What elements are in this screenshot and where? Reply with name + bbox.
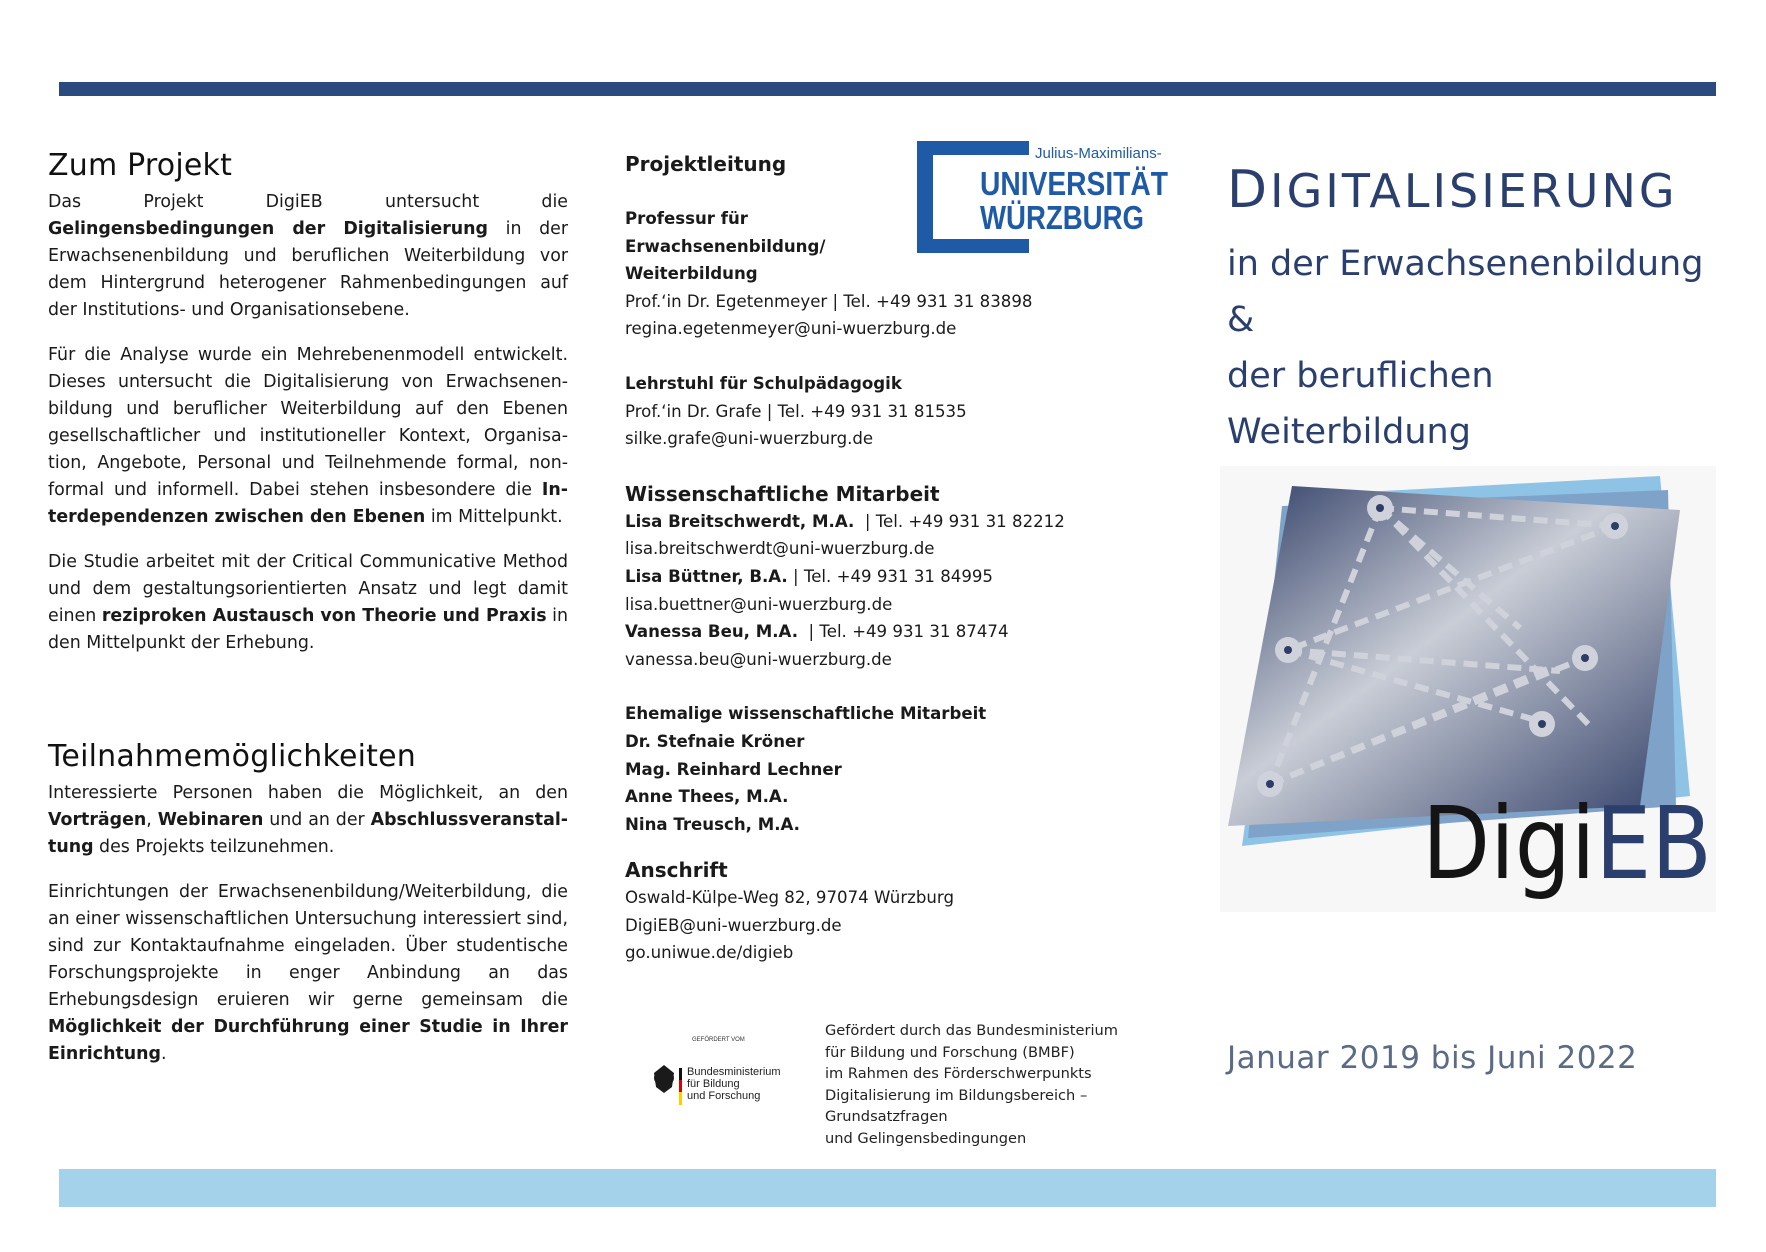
body-text: in der Erwachsenenbildung und beruflichen Weiterbildung vor dem Hintergrund heterogener Rahmenbedingungen auf der Institutions- und Organisationsebene. [48, 219, 568, 320]
body-text: Interessierte Personen haben die Möglichkeit, an den [48, 783, 568, 803]
address-email[interactable]: DigiEB@uni-wuerzburg.de [625, 915, 842, 935]
subtitle-line: in der Erwachsenenbildung & [1227, 244, 1704, 340]
former-member: Anne Thees, M.A. [625, 787, 789, 807]
bmbf-label: GEFÖRDERT VOM [692, 1037, 745, 1043]
paragraph [48, 780, 568, 861]
paragraph [48, 549, 568, 657]
address-web[interactable]: go.uniwue.de/digieb [625, 943, 794, 963]
prof2-contact: Prof.‘in Dr. Grafe | Tel. +49 931 31 81535 [625, 401, 967, 421]
staff-name: Lisa Büttner, B.A. [625, 566, 788, 586]
emphasis-text: Interdependenzen zwischen den Ebenen [48, 480, 568, 527]
logo-line2: UNIVERSITÄT [980, 165, 1168, 202]
former-member: Mag. Reinhard Lechner [625, 759, 842, 779]
subtitle-line: der beruflichen Weiterbildung [1227, 356, 1494, 452]
digieb-logo [1220, 466, 1728, 912]
emphasis-text: Gelingensbedingungen der Digitalisierung [48, 219, 488, 239]
former-heading: Ehemalige wissenschaftliche Mitarbeit [625, 704, 987, 724]
staff-name: Vanessa Beu, M.A. [625, 622, 798, 642]
staff-tel: | Tel. +49 931 31 82212 [854, 511, 1065, 531]
paragraph [48, 342, 568, 531]
body-text: Einrichtungen der Erwachsenenbildung/Weiterbildung, die an einer wissenschaftlichen Untersuchung interessiert sind, sind zur Kontaktaufnahme eingeladen. Über studentische Forschungsprojekte in enger Anbindung an das Erhebungsdesign eruieren wir gerne gemeinsam die [48, 882, 568, 1010]
funding-statement [825, 1020, 1125, 1149]
leadership-heading: Projektleitung [625, 152, 787, 176]
project-period: Januar 2019 bis Juni 2022 [1227, 1040, 1638, 1076]
staff-email[interactable]: lisa.buettner@uni-wuerzburg.de [625, 594, 893, 614]
emphasis-text: Möglichkeit der Durchführung einer Studie in Ihrer Einrichtung [48, 1017, 568, 1064]
staff-entry [625, 508, 1065, 536]
funding-line: für Bildung und Forschung (BMBF) [825, 1043, 1075, 1061]
participation-heading: Teilnahmemöglichkeiten [48, 739, 416, 774]
logo-wordmark [1422, 785, 1728, 902]
paragraph [48, 879, 568, 1068]
body-text: in den Mittelpunkt der Erhebung. [48, 606, 568, 653]
prof1-title-line: Professur für [625, 209, 748, 228]
paragraph [48, 189, 568, 324]
project-heading: Zum Projekt [48, 148, 233, 183]
contact-column [625, 150, 1065, 967]
main-title [1227, 160, 1678, 220]
former-member: Nina Treusch, M.A. [625, 814, 800, 834]
body-text: im Mittelpunkt. [425, 507, 563, 527]
bottom-divider-bar [59, 1169, 1716, 1207]
bmbf-line: für Bildung [687, 1078, 740, 1090]
eagle-icon [654, 1065, 674, 1093]
prof1-title-line: Erwachsenenbildung/ [625, 236, 826, 256]
staff-email[interactable]: lisa.breitschwerdt@uni-wuerzburg.de [625, 539, 935, 559]
former-member: Dr. Stefnaie Kröner [625, 731, 805, 751]
body-text: . [160, 1044, 167, 1064]
funding-line: Grundsatzfragen [825, 1108, 948, 1125]
prof2-title: Lehrstuhl für Schulpädagogik [625, 373, 902, 393]
emphasis-text: Vorträgen [48, 810, 147, 830]
body-text: Die Studie arbeitet mit der Critical Communicative Method und dem gestaltungsorientierten Ansatz und legt damit einen [48, 552, 568, 626]
staff-heading: Wissenschaftliche Mitarbeit [625, 481, 940, 506]
body-text: , [146, 810, 158, 830]
staff-name: Lisa Breitschwerdt, M.A. [625, 511, 855, 531]
funding-line: im Rahmen des Förderschwerpunkts [825, 1065, 1092, 1082]
body-text: Das Projekt DigiEB untersucht die [48, 192, 568, 212]
logo-line1: Julius-Maximilians- [1035, 145, 1162, 162]
bmbf-line: Bundesministerium [687, 1066, 781, 1078]
body-text: Für die Analyse wurde ein Mehrebenenmodell entwickelt. Dieses untersucht die Digitalisierung von Erwachsenenbildung und beruflicher Weiterbildung auf den Ebenen gesellschaftlicher und institutioneller Kontext, Organisation, Angebote, Personal und Teilnehmende formal, non-formal und informell. Dabei stehen insbesondere die [48, 345, 568, 500]
emphasis-text: Webinaren [157, 810, 264, 830]
top-divider-bar [59, 82, 1716, 96]
staff-entry [625, 563, 1055, 591]
prof1-email[interactable]: regina.egetenmeyer@uni-wuerzburg.de [625, 319, 957, 339]
project-text [48, 189, 568, 657]
title-rest: IGITALISIERUNG [1270, 164, 1678, 218]
body-text: und an der [263, 810, 371, 830]
prof1-title-line: Weiterbildung [625, 264, 758, 284]
address-heading: Anschrift [625, 858, 728, 883]
emphasis-text: Abschlussveranstaltung [48, 810, 569, 857]
funding-line: Gefördert durch das Bundesministerium [825, 1022, 1119, 1039]
participation-text [48, 780, 568, 1068]
staff-email[interactable]: vanessa.beu@uni-wuerzburg.de [625, 649, 892, 669]
staff-tel: | Tel. +49 931 31 87474 [798, 622, 1009, 642]
university-logo [917, 141, 1172, 253]
funding-line: Digitalisierung im Bildungsbereich – [825, 1086, 1088, 1104]
prof2-email[interactable]: silke.grafe@uni-wuerzburg.de [625, 429, 874, 449]
staff-tel: | Tel. +49 931 31 84995 [787, 566, 993, 586]
prof1-contact: Prof.‘in Dr. Egetenmeyer | Tel. +49 931 31 83898 [625, 291, 1033, 311]
funding-line: und Gelingensbedingungen [825, 1129, 1027, 1147]
logo-digi: Digi [1422, 785, 1619, 902]
logo-line3: WÜRZBURG [980, 199, 1144, 236]
address-street: Oswald-Külpe-Weg 82, 97074 Würzburg [625, 888, 954, 908]
bmbf-logo [650, 1035, 790, 1135]
staff-entry [625, 618, 1055, 646]
body-text: des Projekts teilzunehmen. [93, 837, 335, 857]
title-capital: D [1227, 160, 1271, 220]
left-column [48, 148, 568, 1086]
logo-eb: EB [1595, 785, 1728, 902]
bmbf-line: und Forschung [687, 1090, 761, 1102]
emphasis-text: reziproken Austausch von Theorie und Praxis [101, 606, 547, 626]
subtitle [1227, 236, 1727, 460]
